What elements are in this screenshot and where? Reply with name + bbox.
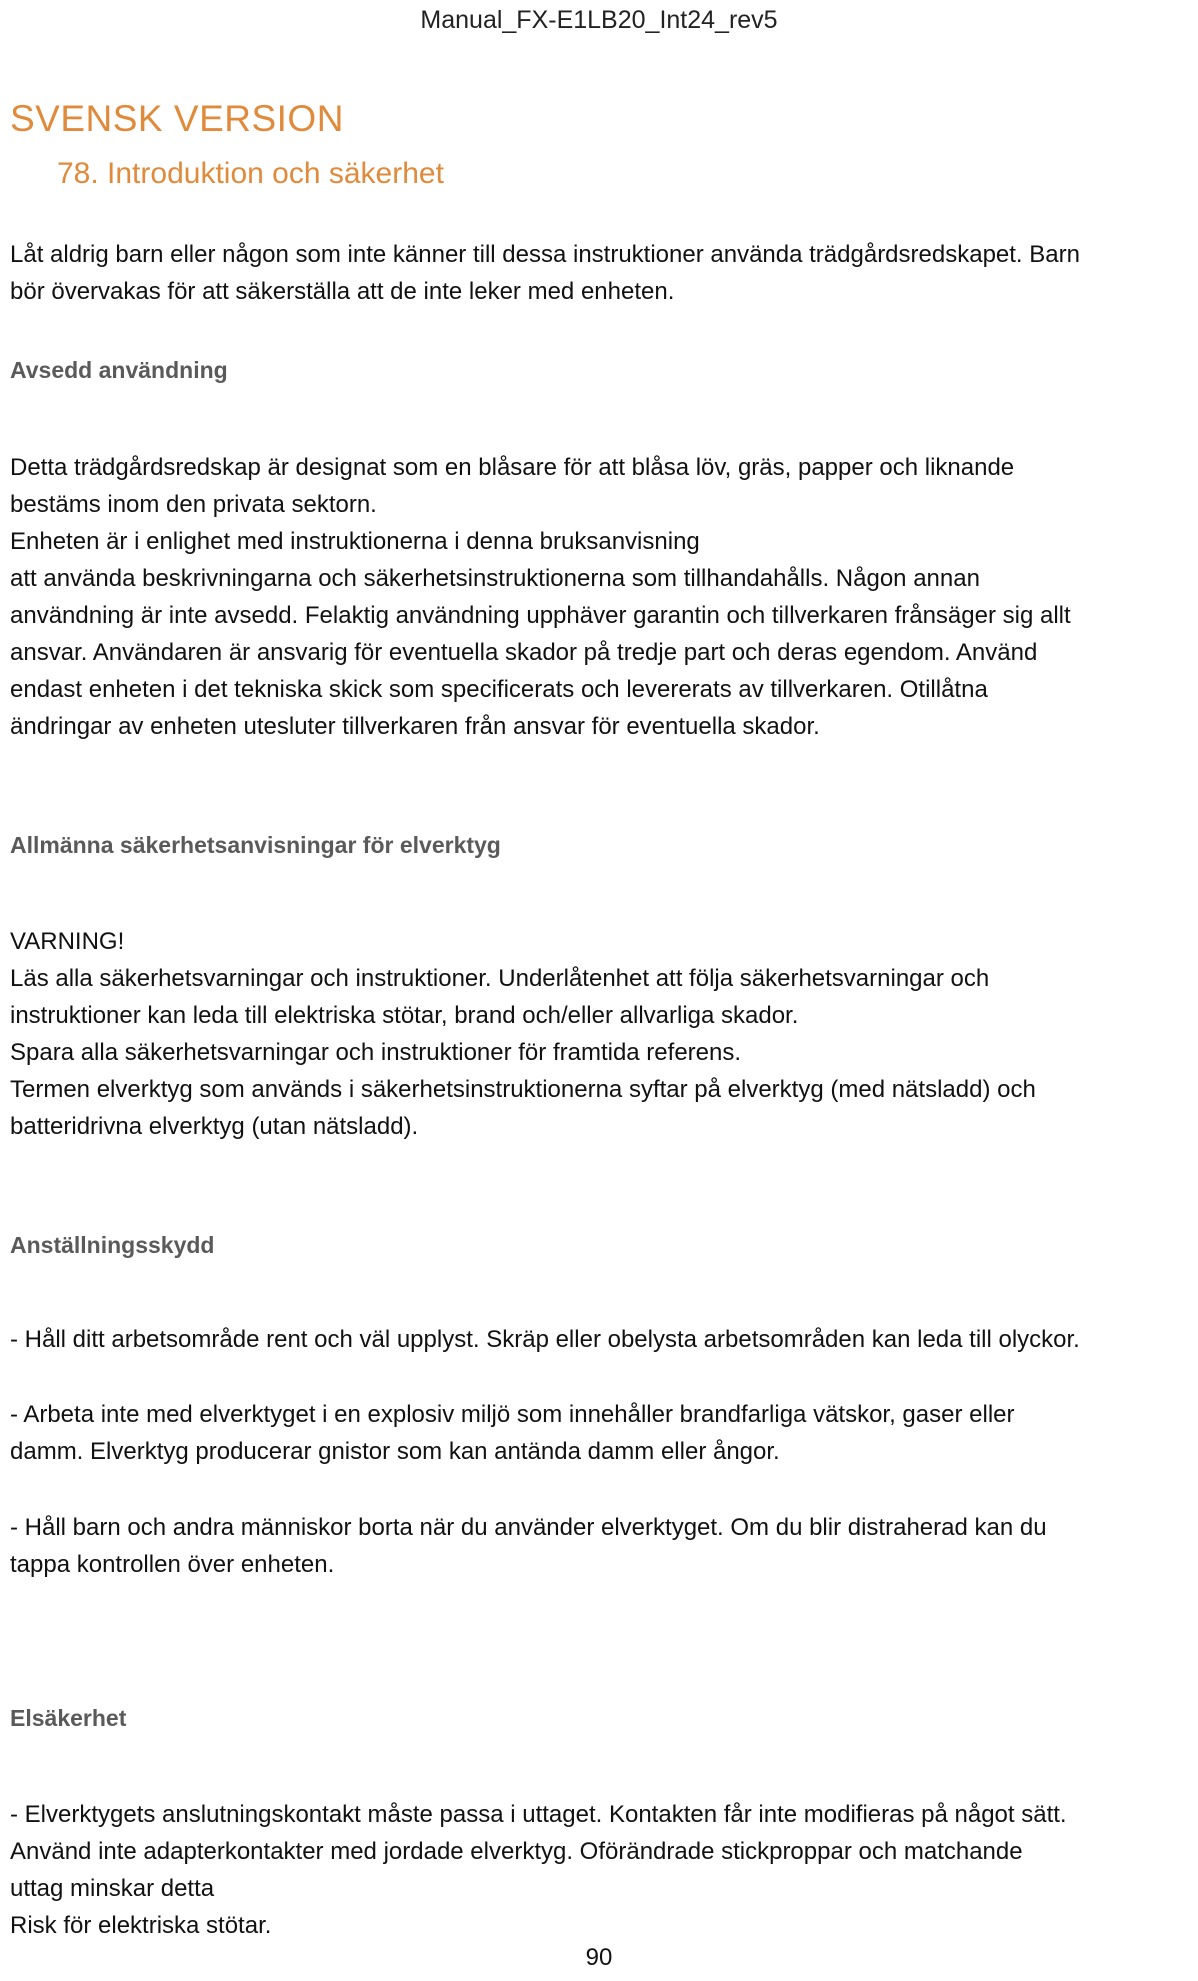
- section-title: SVENSK VERSION: [10, 98, 344, 139]
- text-line: användning är inte avsedd. Felaktig användning upphäver garantin och tillverkaren frånsäger sig allt: [10, 602, 1071, 629]
- text-line: Termen elverktyg som används i säkerhetsinstruktionerna syftar på elverktyg (med nätsladd) och: [10, 1076, 1036, 1103]
- text-line: ändringar av enheten utesluter tillverkaren från ansvar för eventuella skador.: [10, 713, 820, 740]
- chapter-title: 78. Introduktion och säkerhet: [57, 157, 444, 190]
- intended-use-heading: Avsedd användning: [10, 357, 228, 383]
- text-line: Enheten är i enlighet med instruktionerna i denna bruksanvisning: [10, 528, 700, 555]
- text-line: - Arbeta inte med elverktyget i en explosiv miljö som innehåller brandfarliga vätskor, gaser eller: [10, 1401, 1015, 1428]
- text-line: tappa kontrollen över enheten.: [10, 1551, 335, 1578]
- electrical-heading: Elsäkerhet: [10, 1705, 127, 1731]
- text-line: - Håll ditt arbetsområde rent och väl upplyst. Skräp eller obelysta arbetsområden kan leda till olyckor.: [10, 1326, 1080, 1353]
- text-line: ansvar. Användaren är ansvarig för eventuella skador på tredje part och deras egendom. Använd: [10, 639, 1038, 666]
- text-line: endast enheten i det tekniska skick som specificerats och levererats av tillverkaren. Otillåtna: [10, 676, 988, 703]
- intro-paragraph: [10, 236, 1190, 310]
- workplace-item-2: [10, 1396, 1190, 1470]
- text-line: Läs alla säkerhetsvarningar och instruktioner. Underlåtenhet att följa säkerhetsvarningar och: [10, 965, 990, 992]
- text-line: - Elverktygets anslutningskontakt måste passa i uttaget. Kontakten får inte modifieras på något sätt.: [10, 1801, 1067, 1828]
- text-line: att använda beskrivningarna och säkerhetsinstruktionerna som tillhandahålls. Någon annan: [10, 565, 980, 592]
- text-line: uttag minskar detta: [10, 1875, 215, 1902]
- text-line: bestäms inom den privata sektorn.: [10, 491, 377, 518]
- general-safety-heading: Allmänna säkerhetsanvisningar för elverktyg: [10, 832, 501, 858]
- workplace-heading: Anställningsskydd: [10, 1232, 215, 1258]
- text-line: Detta trädgårdsredskap är designat som en blåsare för att blåsa löv, gräs, papper och liknande: [10, 454, 1015, 481]
- text-line: Risk för elektriska stötar.: [10, 1912, 272, 1939]
- text-line: Spara alla säkerhetsvarningar och instruktioner för framtida referens.: [10, 1039, 742, 1066]
- warning-label: VARNING!: [10, 928, 125, 955]
- document-header: Manual_FX-E1LB20_Int24_rev5: [420, 6, 778, 34]
- text-line: instruktioner kan leda till elektriska stötar, brand och/eller allvarliga skador.: [10, 1002, 799, 1029]
- workplace-item-3: [10, 1509, 1190, 1583]
- general-safety-paragraph: [10, 923, 1190, 1145]
- text-line: Använd inte adapterkontakter med jordade elverktyg. Oförändrade stickproppar och matchande: [10, 1838, 1023, 1865]
- page-number: 90: [585, 1944, 613, 1971]
- workplace-item-1: [10, 1321, 1190, 1358]
- text-line: - Håll barn och andra människor borta när du använder elverktyget. Om du blir distraherad kan du: [10, 1514, 1047, 1541]
- text-line: damm. Elverktyg producerar gnistor som kan antända damm eller ångor.: [10, 1438, 780, 1465]
- text-line: batteridrivna elverktyg (utan nätsladd).: [10, 1113, 419, 1140]
- electrical-paragraph: [10, 1796, 1190, 1944]
- text-line: bör övervakas för att säkerställa att de inte leker med enheten.: [10, 278, 675, 305]
- intended-use-paragraph: [10, 449, 1190, 745]
- text-line: Låt aldrig barn eller någon som inte känner till dessa instruktioner använda trädgårdsredskapet. Barn: [10, 241, 1080, 268]
